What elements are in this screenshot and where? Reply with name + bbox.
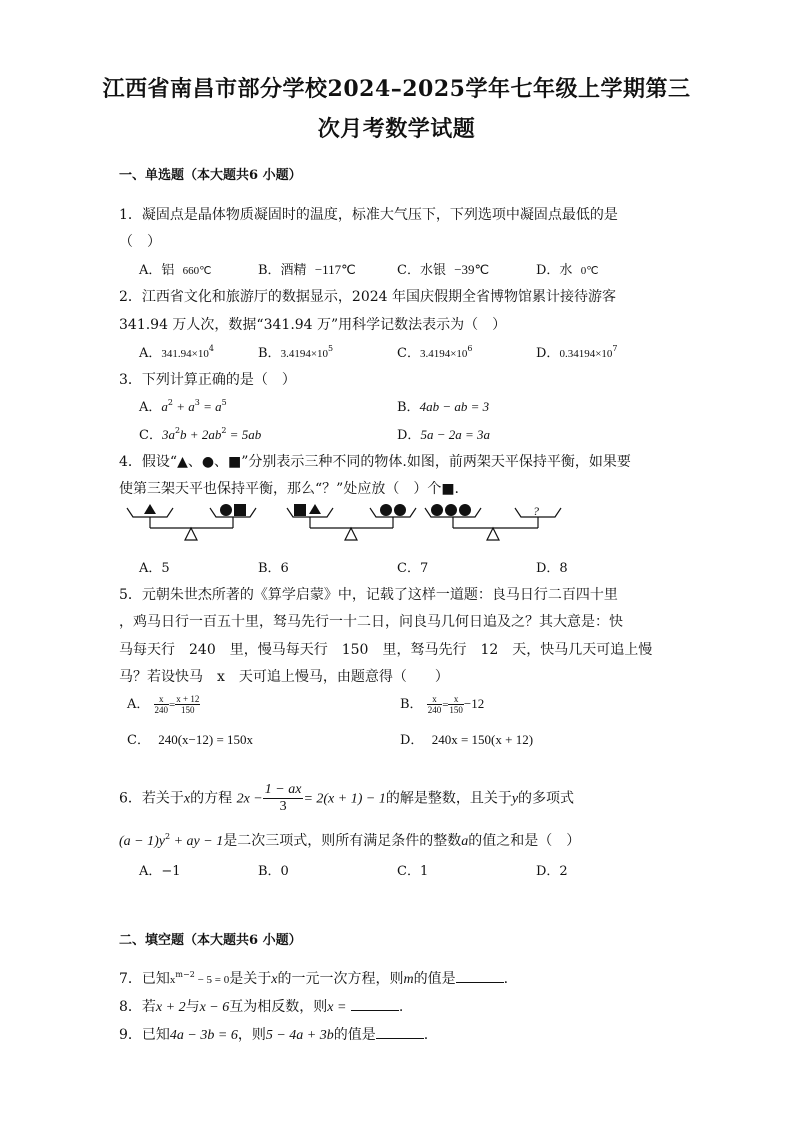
expression: x − 6	[199, 1000, 230, 1015]
option-label: D．	[400, 733, 424, 748]
square-object	[294, 504, 306, 516]
option-label: C．	[139, 428, 162, 443]
expr-part: = 5ab	[226, 427, 262, 442]
circle-object	[431, 504, 443, 516]
circle-object	[459, 504, 471, 516]
q4-option-b[interactable]: B．6	[258, 561, 289, 576]
q5-stem-line1: 5．元朝朱世杰所著的《算学启蒙》中，记载了这样一道题：良马日行二百四十里	[119, 587, 618, 603]
text-run: 的方程	[190, 790, 233, 807]
expr-part: 3a	[161, 427, 175, 442]
q3-option-c[interactable]	[139, 424, 261, 443]
option-base: 341.94×10	[161, 348, 209, 360]
variable: x	[271, 972, 278, 987]
expression: x =	[327, 1000, 347, 1015]
option-value: 0℃	[580, 265, 599, 277]
q5-option-a[interactable]	[127, 693, 200, 715]
polynomial-exponent: 2	[165, 832, 171, 841]
option-exponent: 7	[612, 344, 618, 353]
expression: x + 2	[155, 1000, 186, 1015]
variable: m	[403, 972, 414, 987]
q6-stem-line2	[119, 830, 580, 850]
expr-exponent: 2	[221, 426, 227, 435]
circle-object	[445, 504, 457, 516]
option-label: D．	[397, 428, 421, 443]
fulcrum	[185, 528, 197, 540]
expression: 5 − 4a + 3b	[265, 1028, 334, 1043]
q5-stem-line2: ，鸡马日行一百五十里，驽马先行一十二日，问良马几何日追及之？其大意是：快	[119, 614, 623, 630]
variable: a	[461, 834, 469, 849]
expr-exponent: 2	[174, 426, 181, 435]
fraction	[263, 782, 304, 815]
balance-scale-3	[425, 504, 561, 540]
text-run: 的值是	[413, 971, 456, 987]
polynomial: + ay − 1	[170, 834, 224, 849]
q3-option-a[interactable]	[139, 396, 227, 415]
q9-stem	[119, 1024, 428, 1044]
right-pan	[210, 508, 256, 517]
answer-blank[interactable]	[376, 1026, 424, 1039]
text-run: 9．已知	[119, 1027, 170, 1043]
option-label: B．	[258, 346, 281, 361]
expr-exponent: 3	[194, 398, 200, 407]
numerator: 1 − ax	[264, 782, 302, 797]
q2-option-a[interactable]	[139, 342, 214, 361]
q2-stem-line2: 341.94 万人次，数据“341.94 万”用科学记数法表示为（ ）	[119, 317, 507, 333]
square-object	[234, 504, 246, 516]
text-run: 的一元一次方程，则	[277, 971, 404, 987]
equals-sign: =	[442, 699, 449, 711]
numerator: x	[448, 694, 464, 705]
option-label: C．	[397, 346, 420, 361]
q2-option-b[interactable]	[258, 342, 333, 361]
text-run: 6．若关于	[119, 790, 184, 807]
fraction	[427, 694, 443, 715]
unknown-quantity-mark: ?	[533, 504, 539, 518]
text-run: 的值是	[333, 1027, 376, 1043]
text-run: 的值之和是（ ）	[468, 833, 581, 849]
option-base: 3.4194×10	[280, 348, 329, 360]
option-label: A．	[139, 346, 162, 361]
q6-stem-line1	[119, 782, 574, 815]
triangle-object	[144, 504, 156, 514]
q2-option-d[interactable]	[536, 342, 618, 361]
expr-exponent: 2	[167, 398, 173, 407]
q5-option-b[interactable]	[400, 693, 484, 715]
option-value: −39℃	[454, 262, 490, 277]
option-label: B．酒精	[258, 263, 307, 278]
q6-option-a[interactable]: A．−1	[139, 864, 181, 879]
denominator: 3	[279, 799, 287, 814]
q5-stem-line4: 马？若设快马 x 天可追上慢马，由题意得（ ）	[119, 669, 449, 685]
q3-option-d[interactable]	[397, 424, 490, 443]
expr-part: = a	[199, 399, 222, 414]
equation-exponent: m−2	[175, 970, 195, 979]
option-label: C．	[127, 733, 150, 748]
circle-object	[220, 504, 232, 516]
equation-left: 2x −	[236, 791, 263, 807]
fulcrum	[345, 528, 357, 540]
equation-rest: − 5 = 0	[194, 974, 230, 986]
q1-stem-line1: 1．凝固点是晶体物质凝固时的温度，标准大气压下，下列选项中凝固点最低的是	[119, 207, 618, 223]
circle-object	[380, 504, 392, 516]
q2-stem-line1: 2．江西省文化和旅游厅的数据显示，2024 年国庆假期全省博物馆累计接待游客	[119, 289, 616, 305]
expr-part: b + 2ab	[180, 427, 222, 442]
circle-object	[394, 504, 406, 516]
option-expr: 5a − 2a = 3a	[420, 427, 490, 442]
option-expr: 240(x−12) = 150x	[158, 732, 254, 747]
q4-stem-line2: 使第三架天平也保持平衡，那么“？”处应放（ ）个■.	[119, 481, 459, 497]
q6-option-c[interactable]: C．1	[397, 864, 429, 879]
option-label: C．水银	[397, 263, 446, 278]
balance-scale-1	[127, 504, 256, 540]
q1-option-b[interactable]	[258, 259, 356, 278]
q5-option-d[interactable]	[400, 729, 533, 748]
q1-option-d[interactable]	[536, 259, 599, 278]
option-label: A．	[127, 697, 150, 712]
fraction	[448, 694, 464, 715]
equation-right: = 2(x + 1) − 1	[303, 791, 386, 807]
numerator: x + 12	[176, 694, 200, 704]
answer-blank[interactable]	[456, 970, 504, 983]
expr-part: a	[161, 399, 168, 414]
answer-blank[interactable]	[351, 998, 399, 1011]
q8-stem	[119, 996, 403, 1016]
denominator: 150	[449, 705, 463, 715]
text-run: .	[398, 999, 404, 1015]
triangle-object	[309, 504, 321, 514]
option-exponent: 4	[208, 344, 214, 353]
q7-stem	[119, 968, 508, 988]
q3-option-b[interactable]	[397, 396, 489, 415]
q2-option-c[interactable]	[397, 342, 473, 361]
page-title-line2: 次月考数学试题	[317, 116, 476, 142]
text-run: .	[503, 971, 509, 987]
equals-sign: =	[169, 699, 176, 711]
q6-option-b[interactable]: B．0	[258, 864, 289, 879]
q1-option-a[interactable]	[139, 259, 212, 278]
expr-part: + a	[172, 399, 195, 414]
fraction	[154, 694, 170, 715]
numerator: x	[427, 694, 443, 705]
page-title-line1: 江西省南昌市部分学校2024–2025学年七年级上学期第三	[102, 76, 691, 102]
text-run: .	[423, 1027, 429, 1043]
option-expr: 4ab − ab = 3	[419, 399, 490, 414]
right-pan	[370, 508, 416, 517]
text-run: ，则	[237, 1027, 266, 1043]
denominator: 150	[181, 705, 195, 715]
option-value: −117℃	[314, 262, 356, 277]
text-run: 的解是整数，且关于	[385, 790, 512, 807]
text-run: 是二次三项式，则所有满足条件的整数	[223, 833, 462, 849]
q5-option-c[interactable]	[127, 729, 253, 748]
variable: x	[183, 791, 191, 807]
section-heading-fill-blank: 二、填空题（本大题共6 小题）	[119, 933, 302, 948]
fraction	[175, 694, 200, 715]
option-label: A．铝	[139, 263, 175, 278]
expression: 4a − 3b = 6	[169, 1028, 238, 1043]
q6-option-d[interactable]: D．2	[536, 864, 568, 879]
option-value: 660℃	[182, 265, 212, 277]
balance-scale-2	[287, 504, 416, 540]
equation-base: x	[169, 974, 176, 986]
option-base: 3.4194×10	[419, 348, 468, 360]
q4-option-c[interactable]: C．7	[397, 561, 429, 576]
option-label: B．	[397, 400, 420, 415]
q1-option-c[interactable]	[397, 259, 489, 278]
q3-stem: 3．下列计算正确的是（ ）	[119, 372, 296, 388]
text-run: 互为相反数，则	[229, 999, 328, 1015]
text-run: 的多项式	[518, 790, 575, 807]
expr-exponent: 5	[221, 398, 227, 407]
fulcrum	[487, 528, 499, 540]
option-label: A．	[139, 400, 162, 415]
option-base: 0.34194×10	[559, 348, 613, 360]
text-run: 8．若	[119, 999, 156, 1015]
option-exponent: 6	[467, 344, 473, 353]
q5-stem-line3: 马每天行 240 里，慢马每天行 150 里，驽马先行 12 天，快马几天可追上慢	[119, 642, 653, 658]
q4-option-a[interactable]: A．5	[139, 561, 170, 576]
q4-option-d[interactable]: D．8	[536, 561, 568, 576]
variable: y	[511, 791, 519, 807]
option-expr: 240x = 150(x + 12)	[431, 732, 534, 747]
text-run: 是关于	[229, 971, 272, 987]
q4-stem-line1: 4．假设“▲、●、■”分别表示三种不同的物体.如图，前两架天平保持平衡，如果要	[119, 454, 631, 470]
option-label: B．	[400, 697, 423, 712]
option-label: D．水	[536, 263, 573, 278]
text-run: 与	[185, 999, 200, 1015]
text-run: 7．已知	[119, 971, 170, 987]
polynomial: (a − 1)y	[119, 834, 165, 849]
option-label: D．	[536, 346, 560, 361]
q1-stem-line2: （ ）	[119, 234, 161, 250]
denominator: 240	[154, 705, 169, 715]
numerator: x	[154, 694, 170, 705]
denominator: 240	[427, 705, 442, 715]
balance-scales-figure	[125, 500, 565, 548]
section-heading-single-choice: 一、单选题（本大题共6 小题）	[119, 168, 302, 183]
option-exponent: 5	[328, 344, 334, 353]
option-tail: −12	[463, 696, 485, 711]
